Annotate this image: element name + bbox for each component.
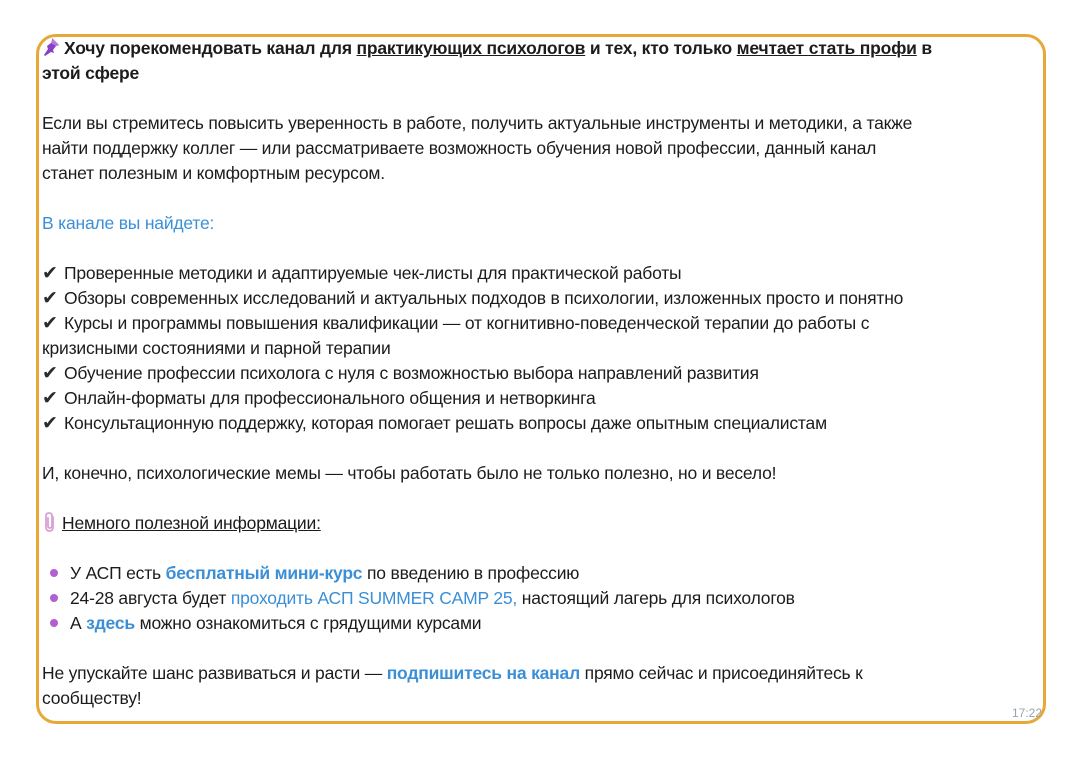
info-bullet: 24-28 августа будет проходить АСП SUMMER CAMP 25, настоящий лагерь для психологов — [42, 586, 1042, 611]
mini-course-link[interactable]: бесплатный мини-курс — [165, 563, 363, 583]
closing-line: Не упускайте шанс развиваться и расти — подпишитесь на канал прямо сейчас и присоединяйтесь к — [42, 663, 863, 683]
pushpin-icon — [42, 37, 60, 57]
checkmark-icon: ✔ — [42, 388, 58, 409]
bullet-dot-icon — [50, 619, 58, 627]
message-text — [42, 36, 1042, 711]
bullet-dot-icon — [50, 594, 58, 602]
intro-line-2: этой сфере — [42, 63, 140, 83]
intro-underlined-2: мечтает стать профи — [736, 38, 917, 58]
checkmark-icon: ✔ — [42, 288, 58, 309]
bullet-dot-icon — [50, 569, 58, 577]
checklist-item: ✔ Обучение профессии психолога с нуля с возможностью выбора направлений развития — [42, 363, 759, 384]
info-bullet: А здесь можно ознакомиться с грядущими курсами — [42, 611, 1042, 636]
checklist-item: ✔ Курсы и программы повышения квалификации — от когнитивно-поведенческой терапии до работы с — [42, 313, 870, 334]
checkmark-icon: ✔ — [42, 263, 58, 284]
summer-camp-link[interactable]: проходить АСП SUMMER CAMP 25, — [230, 588, 518, 608]
info-heading-line — [42, 511, 1042, 536]
channel-heading: В канале вы найдете: — [42, 213, 215, 233]
checkmark-icon: ✔ — [42, 413, 58, 434]
intro-line — [42, 36, 1042, 61]
message-time: 17:22 — [1011, 706, 1042, 720]
closing-line-2: сообществу! — [42, 688, 142, 708]
checklist-item: ✔ Консультационную поддержку, которая помогает решать вопросы даже опытным специалистам — [42, 413, 827, 434]
intro-text-3: в — [916, 38, 932, 58]
checkmark-icon: ✔ — [42, 313, 58, 334]
info-bullet: У АСП есть бесплатный мини-курс по введению в профессию — [42, 561, 1042, 586]
checklist-item: ✔ Проверенные методики и адаптируемые чек-листы для практической работы — [42, 263, 682, 284]
paperclip-icon — [42, 511, 58, 533]
intro-text-2: и тех, кто только — [585, 38, 737, 58]
para1-line-1: Если вы стремитесь повысить уверенность в работе, получить актуальные инструменты и методики, а также — [42, 113, 913, 133]
checklist-item: ✔ Онлайн-форматы для профессионального общения и нетворкинга — [42, 388, 596, 409]
subscribe-link[interactable]: подпишитесь на канал — [386, 663, 580, 683]
intro-text-1: Хочу порекомендовать канал для — [64, 38, 357, 58]
courses-link[interactable]: здесь — [86, 613, 135, 633]
para1-line-2: найти поддержку коллег — или рассматриваете возможность обучения новой профессии, данный канал — [42, 138, 877, 158]
checklist-item-continuation: кризисными состояниями и парной терапии — [42, 338, 391, 358]
intro-underlined-1: практикующих психологов — [356, 38, 586, 58]
checkmark-icon: ✔ — [42, 363, 58, 384]
para1-line-3: станет полезным и комфортным ресурсом. — [42, 163, 385, 183]
checklist-item: ✔ Обзоры современных исследований и актуальных подходов в психологии, изложенных просто и понятно — [42, 288, 904, 309]
info-heading: Немного полезной информации: — [62, 513, 321, 533]
memes-line: И, конечно, психологические мемы — чтобы работать было не только полезно, но и весело! — [42, 463, 777, 483]
